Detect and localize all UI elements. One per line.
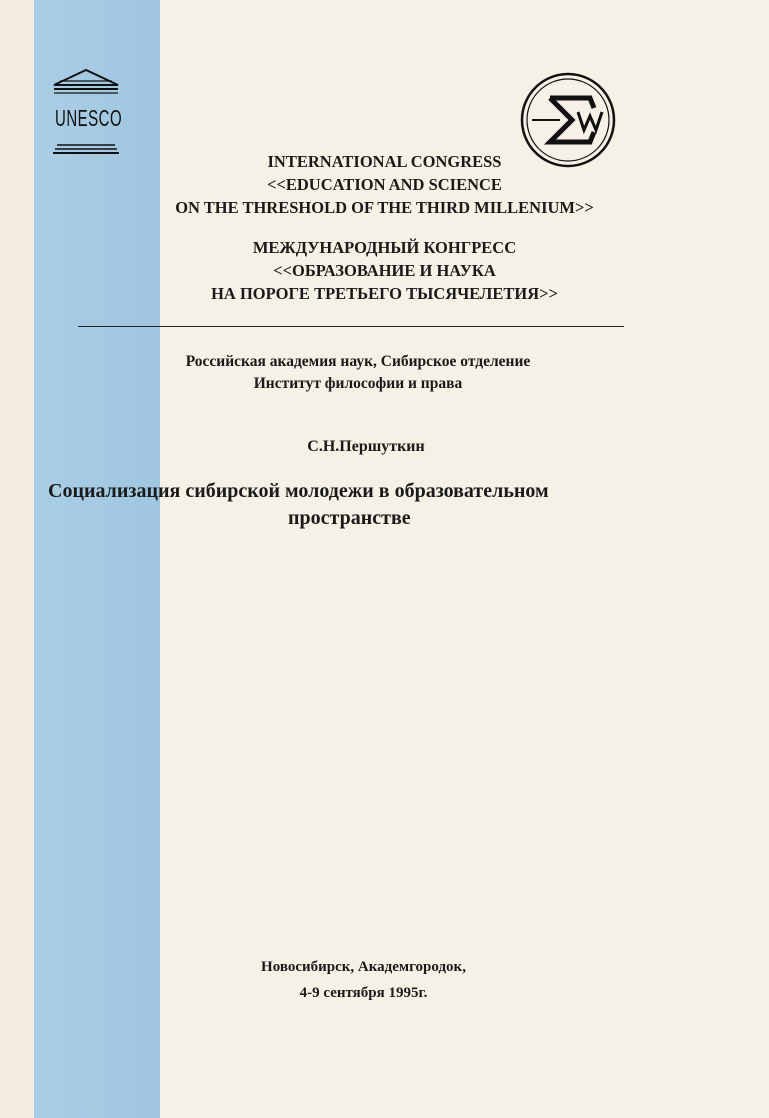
place-city: Новосибирск, Академгородок, [261, 959, 466, 975]
author-name: С.Н.Першуткин [307, 438, 425, 455]
organization-line1: Российская академия наук, Сибирское отделение [185, 353, 531, 370]
heading-ru-line3: НА ПОРОГЕ ТРЕТЬЕГО ТЫСЯЧЕЛЕТИЯ>> [211, 284, 558, 303]
congress-title-english [0, 150, 769, 219]
unesco-logo-icon [52, 68, 123, 158]
heading-en-line1: INTERNATIONAL CONGRESS [267, 152, 502, 171]
document-title [48, 478, 688, 532]
title-line2: пространстве [288, 507, 411, 529]
place-and-date [0, 954, 727, 1006]
place-date: 4-9 сентября 1995г. [299, 985, 428, 1001]
heading-ru-line2: <<ОБРАЗОВАНИЕ И НАУКА [273, 261, 496, 280]
organization-line2: Институт философии и права [253, 375, 463, 392]
unesco-wordmark: UNESCO [55, 106, 123, 133]
horizontal-divider [78, 326, 624, 327]
heading-en-line3: ON THE THRESHOLD OF THE THIRD MILLENIUM>> [175, 198, 594, 217]
organization-block [0, 351, 716, 395]
title-line1: Социализация сибирской молодежи в образовательном [48, 480, 549, 502]
congress-title-russian [0, 236, 769, 305]
heading-ru-line1: МЕЖДУНАРОДНЫЙ КОНГРЕСС [252, 238, 517, 257]
heading-en-line2: <<EDUCATION AND SCIENCE [267, 175, 502, 194]
